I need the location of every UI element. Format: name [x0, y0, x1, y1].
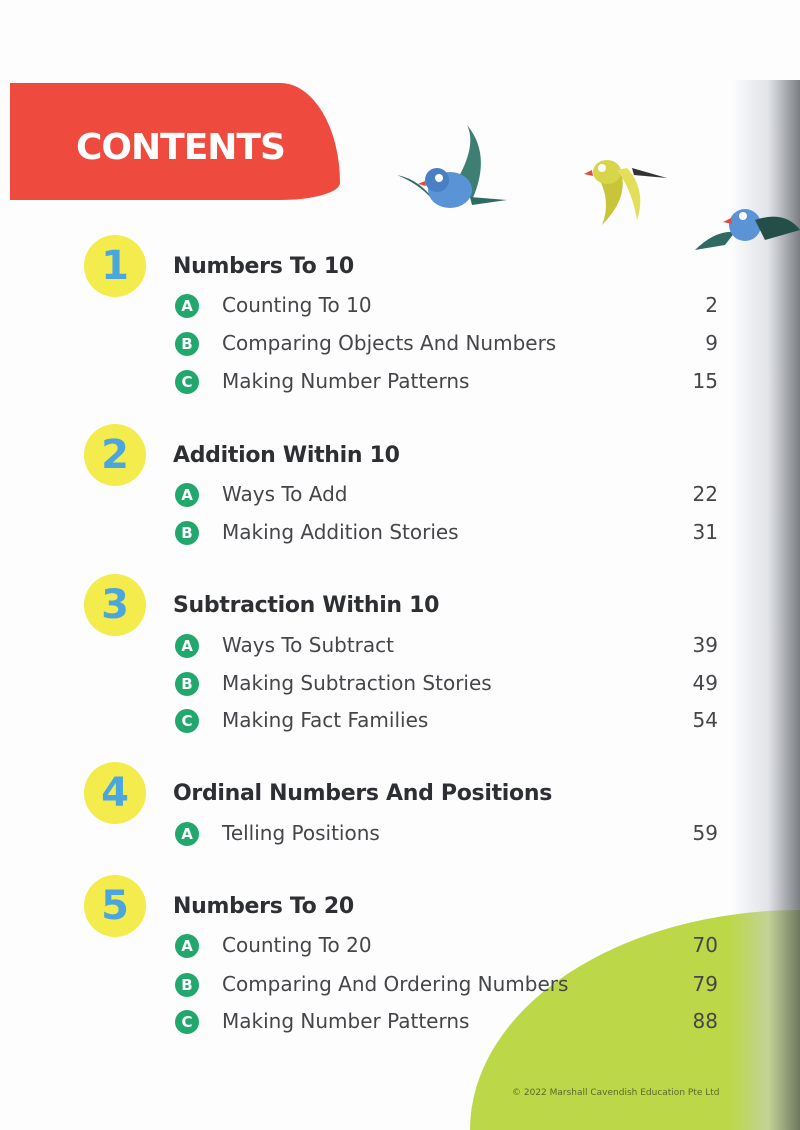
lesson-letter-badge: B	[175, 672, 199, 696]
lesson-page-number: 79	[692, 972, 718, 996]
yellow-bird-icon	[572, 150, 672, 225]
blue-bird-icon	[695, 200, 800, 255]
lesson-letter-badge: B	[175, 973, 199, 997]
lesson-title[interactable]: Making Number Patterns	[222, 1009, 470, 1033]
lesson-title[interactable]: Making Fact Families	[222, 708, 429, 732]
lesson-letter-badge: A	[175, 934, 199, 958]
lesson-letter-badge: A	[175, 822, 199, 846]
chapter-title[interactable]: Subtraction Within 10	[173, 593, 440, 618]
lesson-page-number: 15	[692, 369, 718, 393]
chapter-number-badge: 4	[84, 762, 146, 824]
chapter-number-badge: 1	[84, 235, 146, 297]
lesson-letter-badge: B	[175, 332, 199, 356]
lesson-title[interactable]: Ways To Subtract	[222, 633, 395, 657]
page-title: CONTENTS	[76, 127, 285, 168]
lesson-title[interactable]: Comparing And Ordering Numbers	[222, 972, 569, 996]
lesson-letter-badge: A	[175, 483, 199, 507]
lesson-page-number: 2	[705, 293, 718, 317]
chapter-title[interactable]: Addition Within 10	[173, 443, 400, 468]
lesson-title[interactable]: Making Addition Stories	[222, 520, 459, 544]
lesson-page-number: 59	[692, 821, 718, 845]
chapter-number-badge: 3	[84, 574, 146, 636]
chapter-number-badge: 2	[84, 424, 146, 486]
lesson-page-number: 70	[692, 933, 718, 957]
lesson-page-number: 39	[692, 633, 718, 657]
lesson-title[interactable]: Making Number Patterns	[222, 369, 470, 393]
lesson-letter-badge: C	[175, 1010, 199, 1034]
lesson-letter-badge: A	[175, 634, 199, 658]
chapter-title[interactable]: Ordinal Numbers And Positions	[173, 781, 553, 806]
lesson-page-number: 22	[692, 482, 718, 506]
lesson-letter-badge: B	[175, 521, 199, 545]
copyright: © 2022 Marshall Cavendish Education Pte Ltd	[512, 1088, 720, 1098]
lesson-letter-badge: C	[175, 370, 199, 394]
chapter-title[interactable]: Numbers To 20	[173, 894, 354, 919]
contents-header	[10, 83, 340, 200]
lesson-page-number: 88	[692, 1009, 718, 1033]
lesson-title[interactable]: Counting To 20	[222, 933, 372, 957]
lesson-title[interactable]: Telling Positions	[222, 821, 380, 845]
blue-bird-icon	[392, 125, 512, 225]
lesson-page-number: 31	[692, 520, 718, 544]
lesson-letter-badge: C	[175, 709, 199, 733]
lesson-page-number: 9	[705, 331, 718, 355]
chapter-title[interactable]: Numbers To 10	[173, 254, 354, 279]
lesson-letter-badge: A	[175, 294, 199, 318]
chapter-number-badge: 5	[84, 875, 146, 937]
lesson-title[interactable]: Counting To 10	[222, 293, 372, 317]
lesson-title[interactable]: Making Subtraction Stories	[222, 671, 492, 695]
lesson-title[interactable]: Ways To Add	[222, 482, 348, 506]
lesson-page-number: 49	[692, 671, 718, 695]
lesson-title[interactable]: Comparing Objects And Numbers	[222, 331, 557, 355]
lesson-page-number: 54	[692, 708, 718, 732]
